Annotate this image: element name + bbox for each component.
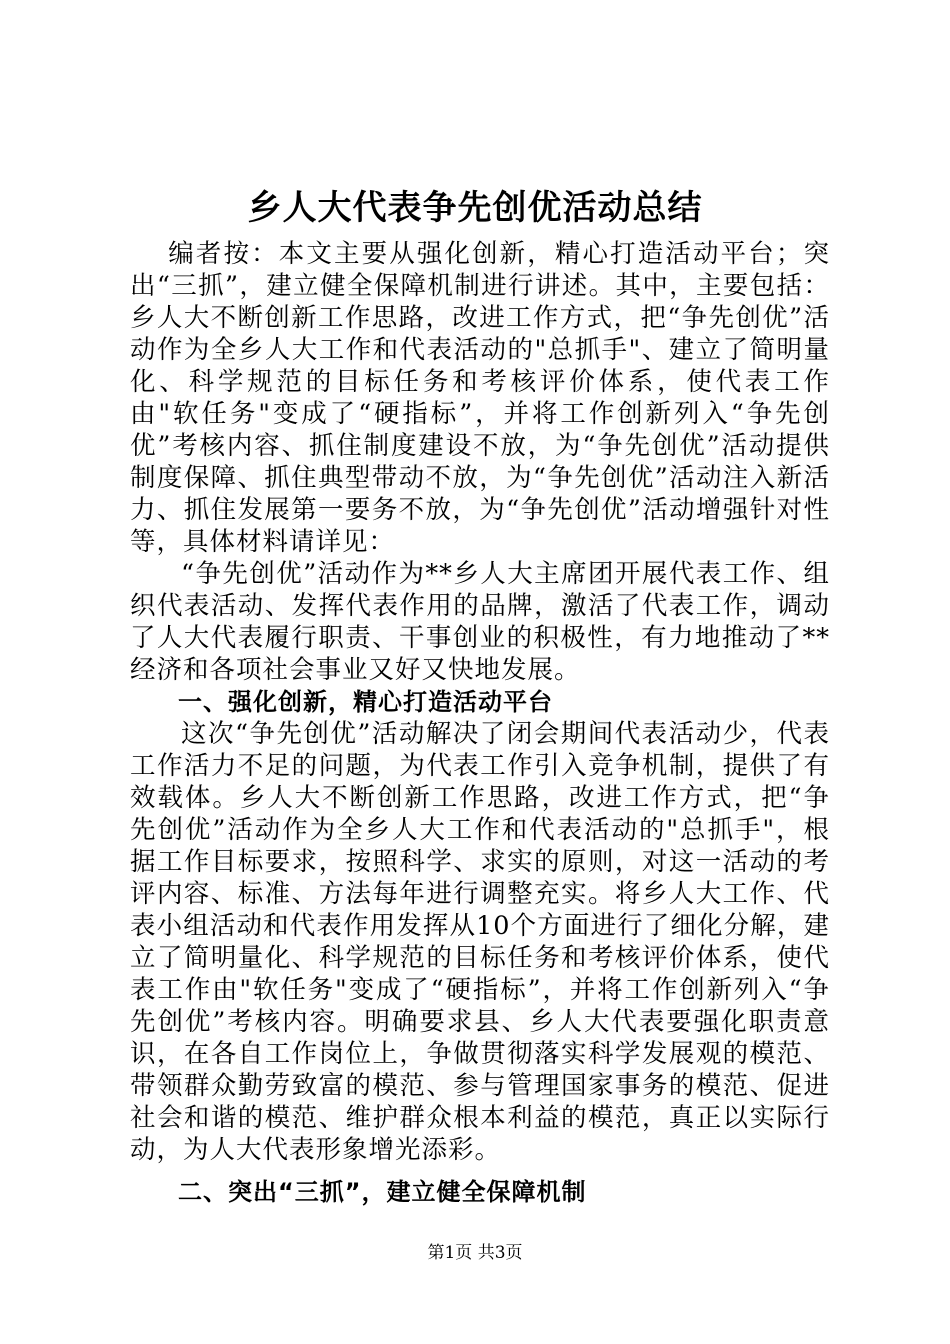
intro-paragraph: “争先创优”活动作为**乡人大主席团开展代表工作、组织代表活动、发挥代表作用的品牌，激活了代表工作，调动了人大代表履行职责、干事创业的积极性，有力地推动了**经济和各项社会事业又好又快地发展。 bbox=[130, 559, 830, 685]
document-title: 乡人大代表争先创优活动总结 bbox=[247, 188, 703, 228]
document-body bbox=[130, 238, 830, 1208]
section-1-heading: 一、强化创新，精心打造活动平台 bbox=[178, 688, 553, 716]
editor-note-paragraph: 编者按：本文主要从强化创新，精心打造活动平台；突出“三抓”，建立健全保障机制进行讲述。其中，主要包括：乡人大不断创新工作思路，改进工作方式，把“争先创优”活动作为全乡人大工作和代表活动的"总抓手"、建立了简明量化、科学规范的目标任务和考核评价体系，使代表工作由"软任务"变成了“硬指标”，并将工作创新列入“争先创优”考核内容、抓住制度建设不放，为“争先创优”活动提供制度保障、抓住典型带动不放，为“争先创优”活动注入新活力、抓住发展第一要务不放，为“争先创优”活动增强针对性等，具体材料请详见： bbox=[130, 239, 830, 557]
section-2-heading: 二、突出“三抓”，建立健全保障机制 bbox=[178, 1178, 587, 1206]
page-footer: 第1页 共3页 bbox=[427, 1243, 523, 1263]
section-1-paragraph: 这次“争先创优”活动解决了闭会期间代表活动少，代表工作活力不足的问题，为代表工作引入竞争机制，提供了有效载体。乡人大不断创新工作思路，改进工作方式，把“争先创优”活动作为全乡人大工作和代表活动的"总抓手"，根据工作目标要求，按照科学、求实的原则，对这一活动的考评内容、标准、方法每年进行调整充实。将乡人大工作、代表小组活动和代表作用发挥从10个方面进行了细化分解，建立了简明量化、科学规范的目标任务和考核评价体系，使代表工作由"软任务"变成了“硬指标”，并将工作创新列入“争先创优”考核内容。明确要求县、乡人大代表要强化职责意识，在各自工作岗位上，争做贯彻落实科学发展观的模范、带领群众勤劳致富的模范、参与管理国家事务的模范、促进社会和谐的模范、维护群众根本利益的模范，真正以实际行动，为人大代表形象增光添彩。 bbox=[130, 719, 830, 1165]
